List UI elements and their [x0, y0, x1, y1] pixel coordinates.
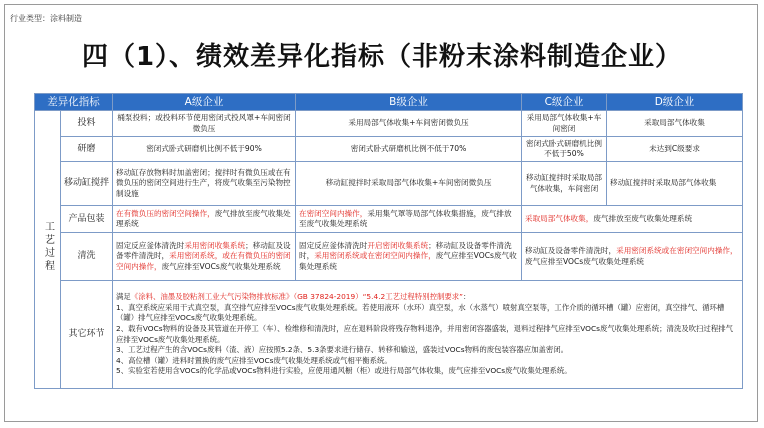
row-label: 研磨: [61, 137, 113, 162]
table-row: [35, 233, 743, 281]
table-row: [35, 162, 743, 206]
standard-line: [116, 292, 739, 303]
cell-a-highlight-1: 采用密闭收集系统: [184, 240, 246, 250]
cell-a-highlight-2: 采用密闭系统，或在有微负压的密闭空间内操作，: [116, 251, 291, 271]
category-label: 工艺过程: [42, 221, 54, 273]
table-row: [35, 281, 743, 389]
other-requirements: [113, 281, 743, 389]
page-title: 四（1）、绩效差异化指标（非粉末涂料制造企业）: [81, 42, 683, 72]
row-label: 移动缸搅拌: [61, 162, 113, 206]
cell-a-highlight: 在有微负压的密闭空间操作，: [116, 208, 215, 218]
table-row: [35, 111, 743, 137]
cell-b-highlight-1: 开启密闭收集系统: [367, 240, 429, 250]
standard-prefix: 满足: [116, 292, 131, 302]
cell-b-text: 采用集气罩等局部气体收集措施，废气排放至废气收集处理系统: [299, 208, 512, 228]
table-row: [35, 206, 743, 233]
cell-b: [296, 206, 522, 233]
cell-c: 移动缸搅拌时采取局部气体收集，车间密闭: [522, 162, 607, 206]
table-header-row: [35, 94, 743, 111]
cell-a-text-3: 废气应排至VOCs废气收集处理系统: [161, 261, 281, 271]
cell-b-text-2: ；移动缸及设备零件清洗时，: [299, 240, 512, 261]
cell-cd-text: 废气排放至废气收集处理系统: [593, 213, 693, 223]
row-label: 其它环节: [61, 281, 113, 389]
cell-cd-highlight-1: 采用密闭系统或在密闭空间内操作，: [616, 246, 738, 255]
standard-suffix: ：: [462, 292, 471, 302]
header-grade-d: D级企业: [607, 94, 743, 111]
row-label: 投料: [61, 111, 113, 137]
cell-b-highlight: 在密闭空间内操作，: [299, 208, 368, 218]
cell-b: 密闭式卧式研磨机比例不低于70%: [296, 137, 522, 162]
cell-d: 移动缸搅拌时采取局部气体收集: [607, 162, 743, 206]
table-row: [35, 137, 743, 162]
cell-a: 移动缸存放物料时加盖密闭；搅拌时有微负压或在有微负压的密闭空间进行生产，将废气收集至污染物控制设施: [113, 162, 296, 206]
cell-b-text-3: 废气应排至VOCs废气收集处理系统: [299, 251, 517, 271]
cell-a: 桶泵投料；或投料环节使用密闭式投风罩+车间密闭微负压: [113, 111, 296, 137]
cell-b: 移动缸搅拌时采取局部气体收集+车间密闭微负压: [296, 162, 522, 206]
requirement-item: 2、载有VOCs物料的设备及其管道在开停工（车）、检维修和清洗时，应在退料阶段将残存物料退净，并用密闭容器盛装，退料过程排气应排至VOCs废气收集处理系统；清洗及吹扫过程排气应排至VOCs废气收集处理系统。: [116, 323, 733, 344]
industry-type: 行业类型：涂料制造: [10, 14, 82, 23]
cell-d: 采取局部气体收集: [607, 111, 743, 137]
cell-cd-text-1: 移动缸及设备零件清洗时，: [525, 246, 617, 255]
cell-c: 采用局部气体收集+车间密闭: [522, 111, 607, 137]
cell-a-text-2: ；移动缸及设备零件清洗时，: [116, 240, 291, 261]
cell-cd-highlight: 采取局部气体收集，: [525, 213, 594, 223]
cell-cd: [522, 233, 743, 281]
requirement-item: 4、高位槽（罐）进料时置换的废气应排至VOCs废气收集处理系统或气相平衡系统。: [116, 355, 392, 365]
header-indicator: 差异化指标: [35, 94, 113, 111]
indicator-table: [34, 93, 743, 389]
cell-b: 采用局部气体收集+车间密闭微负压: [296, 111, 522, 137]
requirement-item: 5、实验室若使用含VOCs的化学品或VOCs物料进行实验，应使用通风橱（柜）或进行局部气体收集，废气应排至VOCs废气收集处理系统。: [116, 366, 572, 376]
row-label: 产品包装: [61, 206, 113, 233]
category-process: [35, 111, 61, 389]
cell-d: 未达到C级要求: [607, 137, 743, 162]
row-label: 清洗: [61, 233, 113, 281]
cell-b-text-1: 固定反应釜体清洗时: [299, 240, 368, 250]
cell-a-text: 废气排放至废气收集处理系统: [116, 208, 291, 228]
cell-a: [113, 233, 296, 281]
cell-b-highlight-2: 采用密闭系统或在密闭空间内操作，: [314, 251, 436, 261]
cell-a: 密闭式卧式研磨机比例不低于90%: [113, 137, 296, 162]
cell-cd-text-2: 废气应排至VOCs废气收集处理系统: [525, 256, 645, 266]
header-grade-a: A级企业: [113, 94, 296, 111]
cell-b: [296, 233, 522, 281]
cell-c: 密闭式卧式研磨机比例不低于50%: [522, 137, 607, 162]
cell-a-text-1: 固定反应釜体清洗时: [116, 240, 185, 250]
header-grade-b: B级企业: [296, 94, 522, 111]
requirement-item: 1、真空系统应采用干式真空泵，真空排气应排至VOCs废气收集处理系统。若使用液环（水环）真空泵，水（水蒸气）喷射真空泵等，工作介质的循环槽（罐）应密闭，真空排气、循环槽（罐）排气应排至VOCs废气收集处理系统。: [116, 302, 725, 323]
standard-reference: 《涂料、油墨及胶粘剂工业大气污染物排放标准》（GB 37824-2019）“5.4.2工艺过程特别控制要求”: [130, 292, 463, 302]
requirement-item: 3、工艺过程产生的含VOCs废料（渣、液）应按照5.2条、5.3条要求进行储存、转移和输送，盛装过VOCs物料的废包装容器应加盖密闭。: [116, 345, 569, 355]
cell-a: [113, 206, 296, 233]
cell-cd: [522, 206, 743, 233]
header-grade-c: C级企业: [522, 94, 607, 111]
